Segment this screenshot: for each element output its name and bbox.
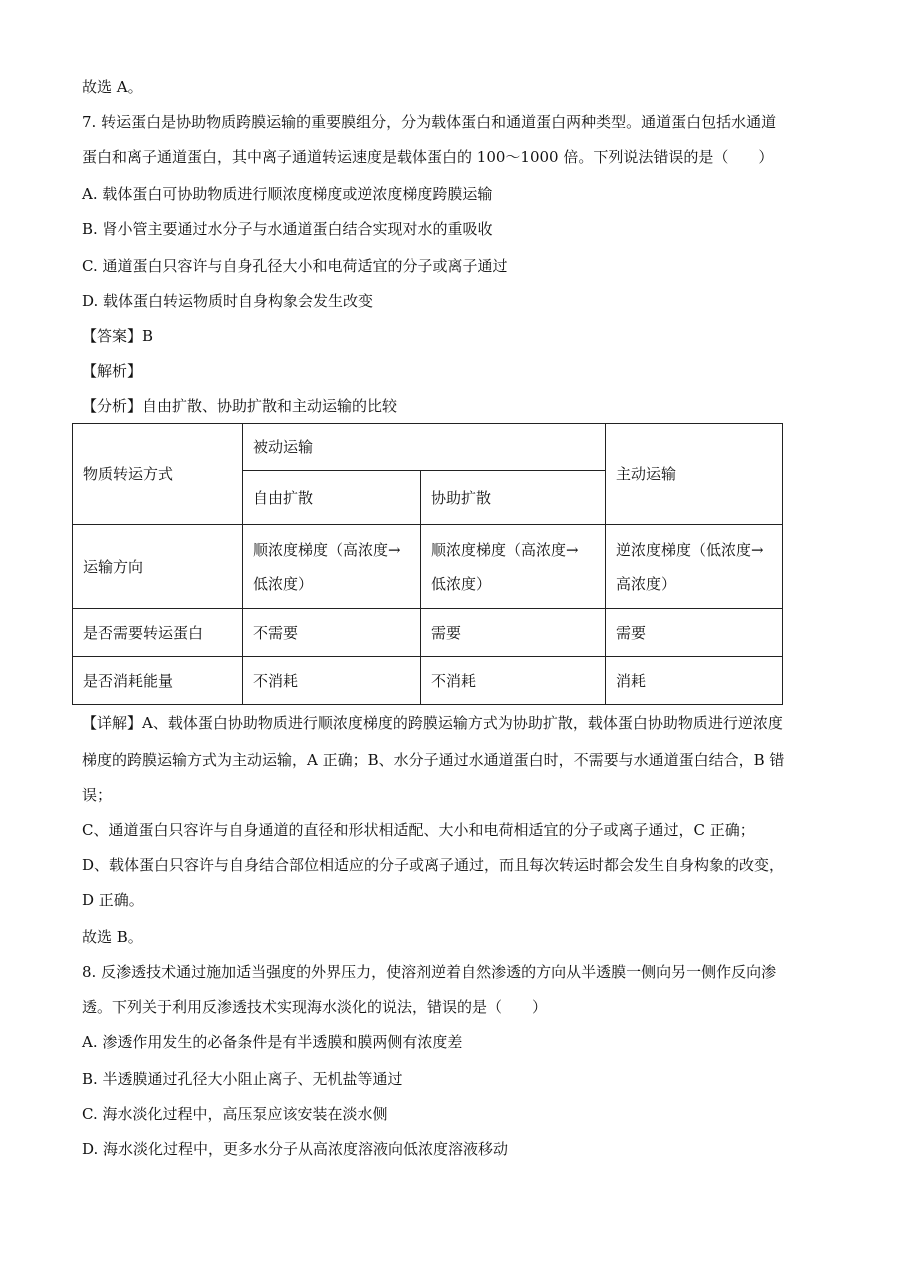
cell-direction-free: 顺浓度梯度（高浓度→ 低浓度） [243,525,421,609]
header-active-transport: 主动运输 [606,424,783,525]
cell-protein-facilitated: 需要 [421,609,606,657]
question-8-stem-line-1: 8. 反渗透技术通过施加适当强度的外界压力，使溶剂逆着自然渗透的方向从半透膜一侧向另一侧作反向渗 [82,963,777,981]
detail-line-3: 误； [82,786,113,804]
detail-option-c: C、通道蛋白只容许与自身通道的直径和形状相适配、大小和电荷相适宜的分子或离子通过，C 正确； [82,821,755,839]
cell-direction-active: 逆浓度梯度（低浓度→ 高浓度） [606,525,783,609]
header-transport-mode: 物质转运方式 [73,424,243,525]
question-8-option-a: A. 渗透作用发生的必备条件是有半透膜和膜两侧有浓度差 [82,1033,463,1051]
question-7-option-d: D. 载体蛋白转运物质时自身构象会发生改变 [82,292,374,310]
detail-option-d-line-1: D、载体蛋白只容许与自身结合部位相适应的分子或离子通过，而且每次转运时都会发生自身构象的改变， [82,856,785,874]
question-7-stem-line-1: 7. 转运蛋白是协助物质跨膜运输的重要膜组分，分为载体蛋白和通道蛋白两种类型。通道蛋白包括水通道 [82,113,777,131]
cell-energy-facilitated: 不消耗 [421,657,606,705]
question-8-option-c: C. 海水淡化过程中，高压泵应该安装在淡水侧 [82,1105,388,1123]
cell-energy-active: 消耗 [606,657,783,705]
header-free-diffusion: 自由扩散 [243,471,421,525]
question-7-option-c: C. 通道蛋白只容许与自身孔径大小和电荷适宜的分子或离子通过 [82,257,508,275]
question-7-stem-line-2: 蛋白和离子通道蛋白，其中离子通道转运速度是载体蛋白的 100～1000 倍。下列说法错误的是（ ） [82,148,774,166]
cell-protein-active: 需要 [606,609,783,657]
cell-protein-free: 不需要 [243,609,421,657]
detail-line-1: 【详解】A、载体蛋白协助物质进行顺浓度梯度的跨膜运输方式为协助扩散，载体蛋白协助物质进行逆浓度 [82,714,783,732]
analysis-heading: 【分析】自由扩散、协助扩散和主动运输的比较 [82,397,398,415]
detail-line-2: 梯度的跨膜运输方式为主动运输，A 正确；B、水分子通过水通道蛋白时，不需要与水通道蛋白结合，B 错 [82,751,785,769]
row-energy-label: 是否消耗能量 [73,657,243,705]
row-direction-label: 运输方向 [73,525,243,609]
question-8-option-d: D. 海水淡化过程中，更多水分子从高浓度溶液向低浓度溶液移动 [82,1140,509,1158]
final-choice-line: 故选 B。 [82,928,143,946]
analysis-label: 【解析】 [82,362,143,380]
detail-option-d-line-2: D 正确。 [82,891,144,909]
row-protein-label: 是否需要转运蛋白 [73,609,243,657]
answer-label: 【答案】B [82,327,154,345]
prev-answer-line: 故选 A。 [82,78,143,96]
question-7-option-a: A. 载体蛋白可协助物质进行顺浓度梯度或逆浓度梯度跨膜运输 [82,185,493,203]
header-facilitated-diffusion: 协助扩散 [421,471,606,525]
cell-direction-facilitated: 顺浓度梯度（高浓度→ 低浓度） [421,525,606,609]
question-8-option-b: B. 半透膜通过孔径大小阻止离子、无机盐等通过 [82,1070,403,1088]
question-7-option-b: B. 肾小管主要通过水分子与水通道蛋白结合实现对水的重吸收 [82,220,493,238]
header-passive-transport: 被动运输 [243,424,606,471]
question-8-stem-line-2: 透。下列关于利用反渗透技术实现海水淡化的说法，错误的是（ ） [82,998,548,1016]
cell-energy-free: 不消耗 [243,657,421,705]
transport-comparison-table [72,423,783,705]
